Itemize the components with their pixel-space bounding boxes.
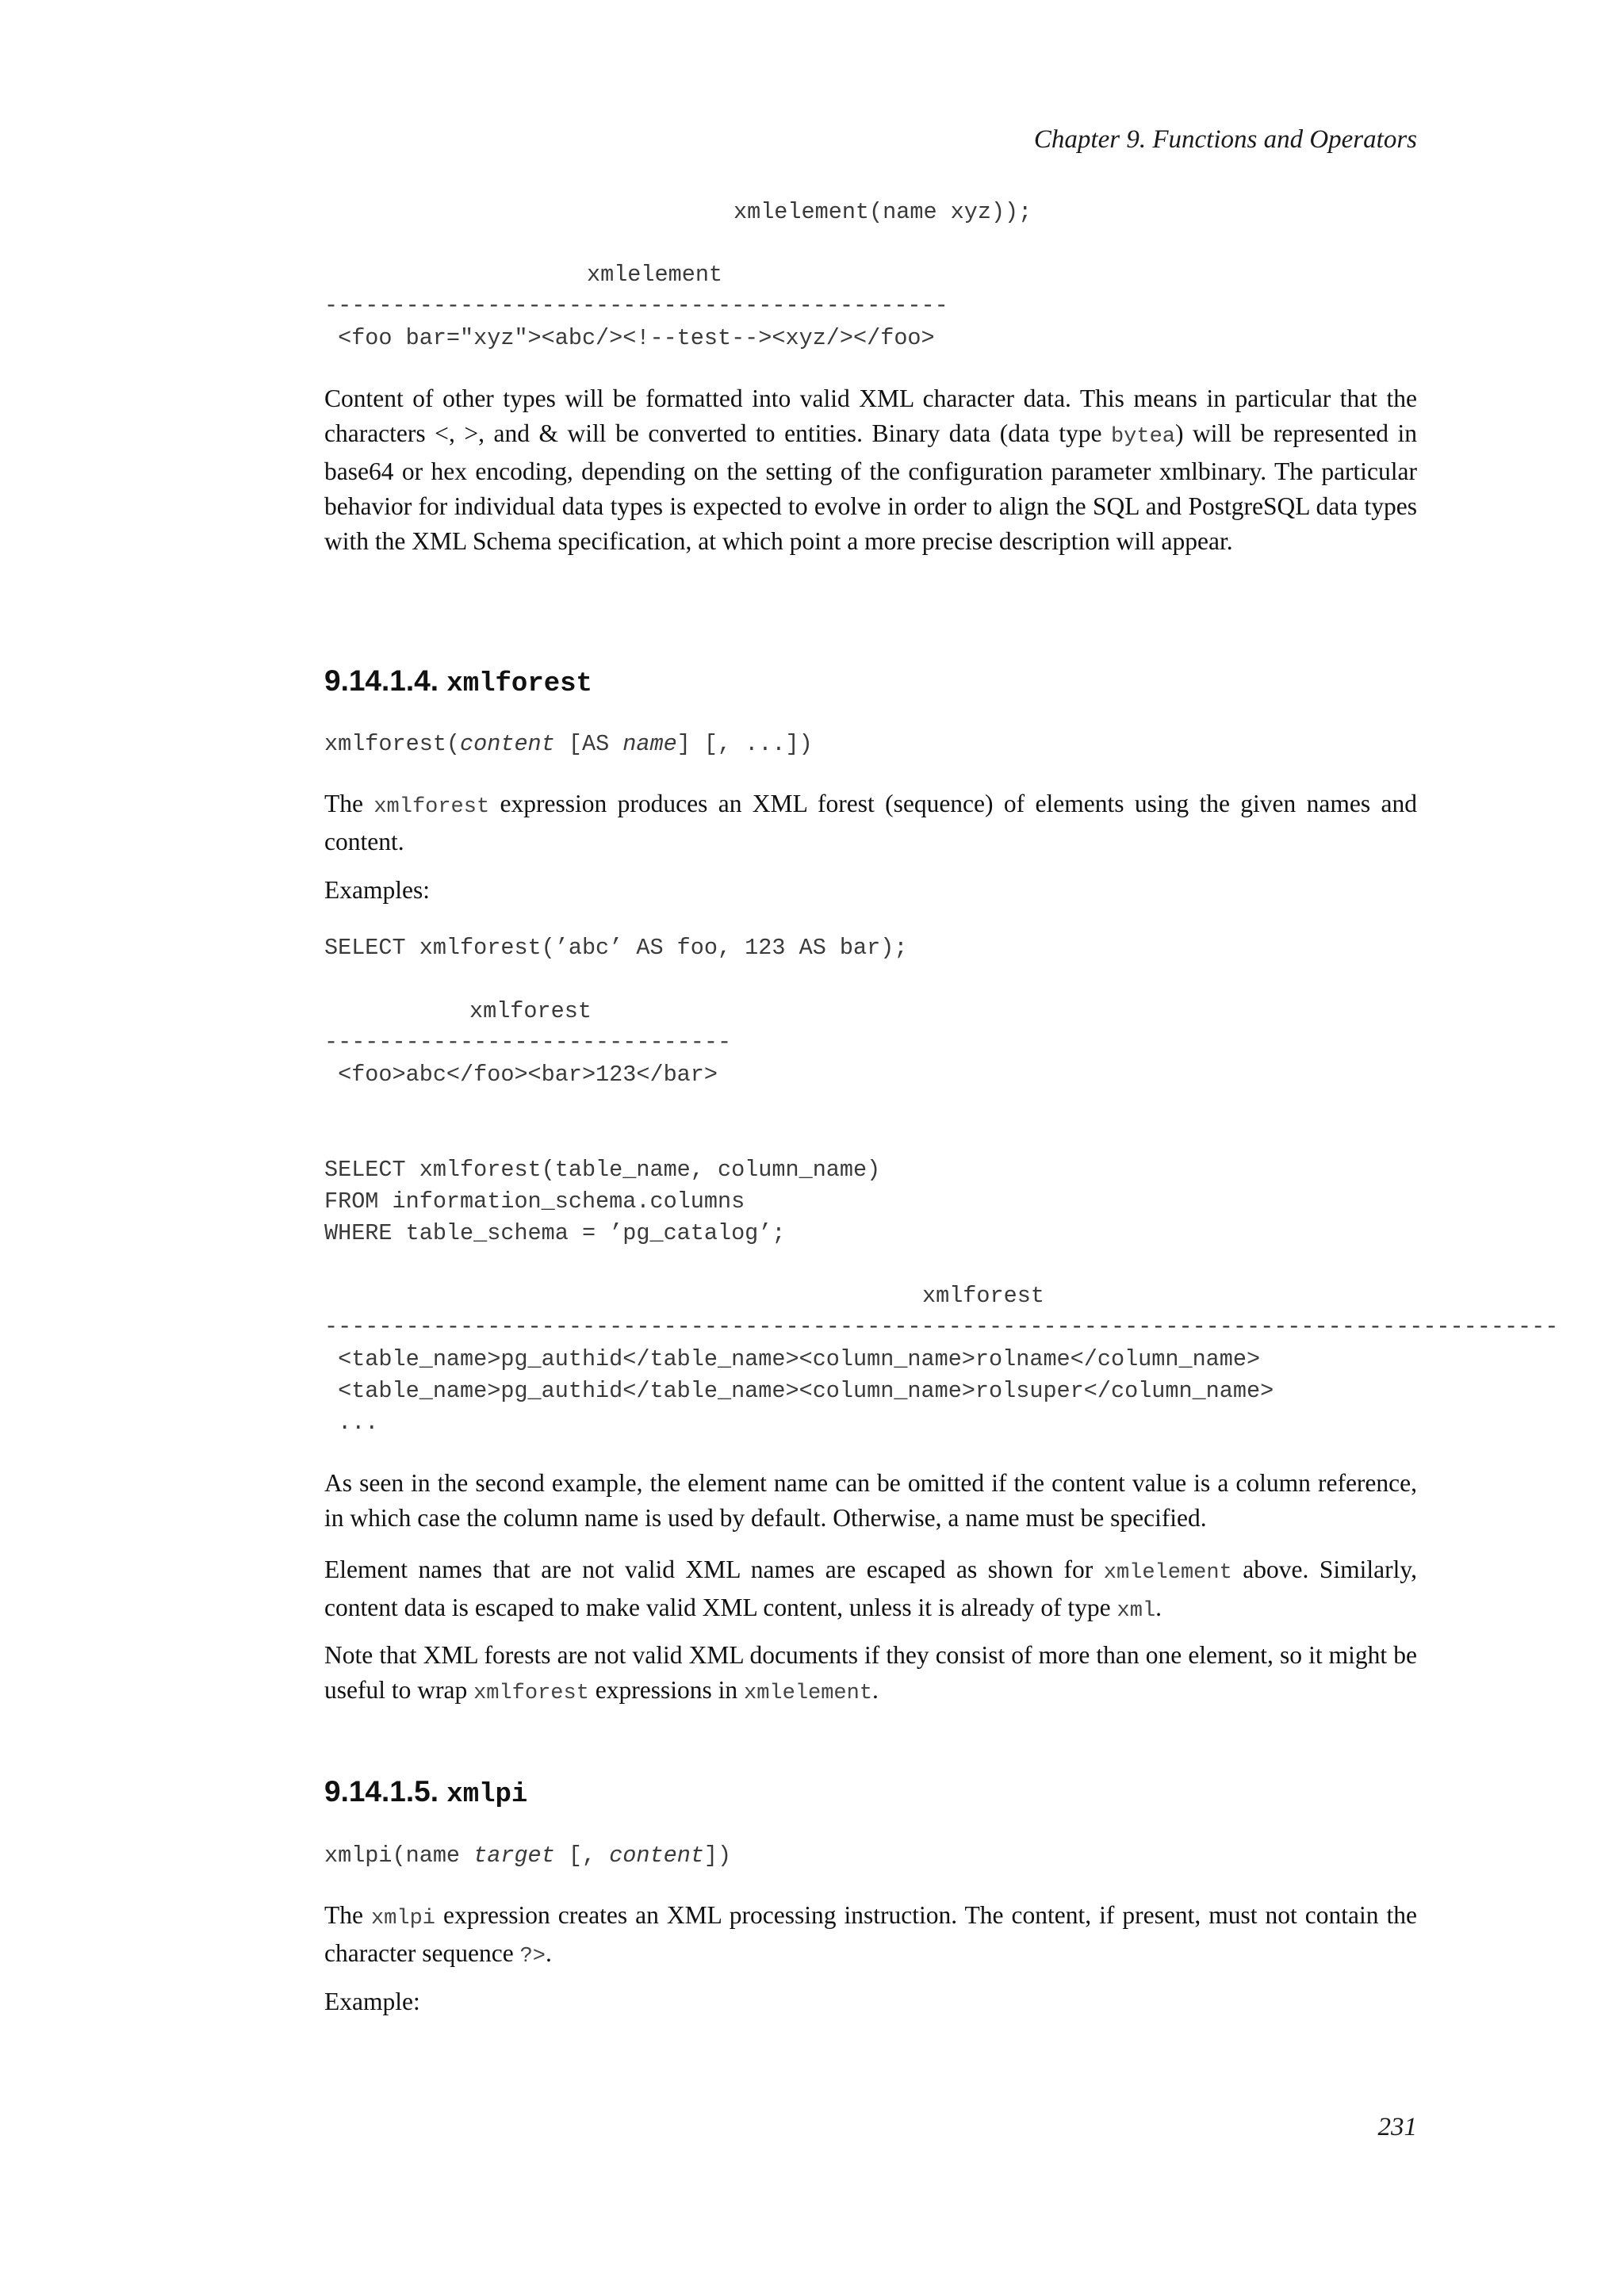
inline-code: bytea	[1110, 425, 1175, 449]
result-header: xmlelement	[587, 262, 723, 288]
code-line: xmlelement(name xyz));	[733, 199, 1032, 225]
inline-code: xmlelement	[1103, 1561, 1232, 1585]
example-label: Example:	[324, 1988, 420, 2015]
inline-code: xmlelement	[744, 1682, 873, 1705]
section-heading-xmlforest: 9.14.1.4. xmlforest	[324, 664, 592, 699]
synopsis-xmlforest: xmlforest(content [AS name] [, ...])	[324, 731, 813, 757]
paragraph-xmlforest-description: The xmlforest expression produces an XML forest (sequence) of elements using the given names and content.	[324, 790, 1417, 855]
inline-code: xml	[1116, 1599, 1156, 1623]
result-row: <foo bar="xyz"><abc/><!--test--><xyz/></foo>	[324, 325, 935, 351]
paragraph-xmlpi-description: The xmlpi expression creates an XML processing instruction. The content, if present, must not contain the character sequence ?>.	[324, 1901, 1417, 1969]
example2-result-header: xmlforest	[922, 1283, 1044, 1309]
example1-result-rule: ------------------------------	[324, 1029, 732, 1055]
example2-query-line: FROM information_schema.columns	[324, 1188, 745, 1215]
result-rule: ----------------------------------------------	[324, 293, 948, 319]
example2-result-row: ...	[324, 1410, 379, 1436]
example2-query-line: WHERE table_schema = ’pg_catalog’;	[324, 1220, 786, 1246]
example2-result-row: <table_name>pg_authid</table_name><column_name>rolsuper</column_name>	[324, 1378, 1274, 1404]
synopsis-xmlpi: xmlpi(name target [, content])	[324, 1843, 732, 1869]
paragraph-forest-note: Note that XML forests are not valid XML documents if they consist of more than one element, so it might be useful to wrap xmlforest expressions in xmlelement.	[324, 1641, 1417, 1705]
inline-code: xmlforest	[373, 795, 490, 819]
example2-result-row: <table_name>pg_authid</table_name><column_name>rolname</column_name>	[324, 1346, 1261, 1372]
inline-code: xmlpi	[370, 1907, 435, 1931]
inline-code: xmlforest	[473, 1682, 589, 1705]
running-header: Chapter 9. Functions and Operators	[1033, 125, 1417, 154]
example1-result-header: xmlforest	[469, 998, 592, 1024]
example1-query: SELECT xmlforest(’abc’ AS foo, 123 AS bar);	[324, 935, 908, 961]
paragraph-other-types: Content of other types will be formatted into valid XML character data. This means in particular that the characters <, >, and & will be converted to entities. Binary data (data type bytea) will be represented in base64 or hex encoding, depending on the setting of the configuration parameter xmlbinary. The particular behavior for individual data types is expected to evolve in order to align the SQL and PostgreSQL data types with the XML Schema specification, at which point a more precise description will appear.	[324, 385, 1417, 555]
page-number: 231	[1377, 2113, 1417, 2141]
examples-label: Examples:	[324, 876, 430, 904]
paragraph-escaping: Element names that are not valid XML names are escaped as shown for xmlelement above. Similarly, content data is escaped to make valid XML content, unless it is already of type xml.	[324, 1556, 1417, 1623]
example2-query-line: SELECT xmlforest(table_name, column_name)	[324, 1157, 881, 1183]
example2-result-rule: -------------------------------------------------------------------------------------------	[324, 1314, 1559, 1340]
example1-result-row: <foo>abc</foo><bar>123</bar>	[324, 1062, 718, 1088]
section-heading-xmlpi: 9.14.1.5. xmlpi	[324, 1775, 528, 1810]
paragraph-name-omitted: As seen in the second example, the element name can be omitted if the content value is a column reference, in which case the column name is used by default. Otherwise, a name must be specified.	[324, 1469, 1417, 1532]
inline-code: ?>	[519, 1945, 546, 1969]
